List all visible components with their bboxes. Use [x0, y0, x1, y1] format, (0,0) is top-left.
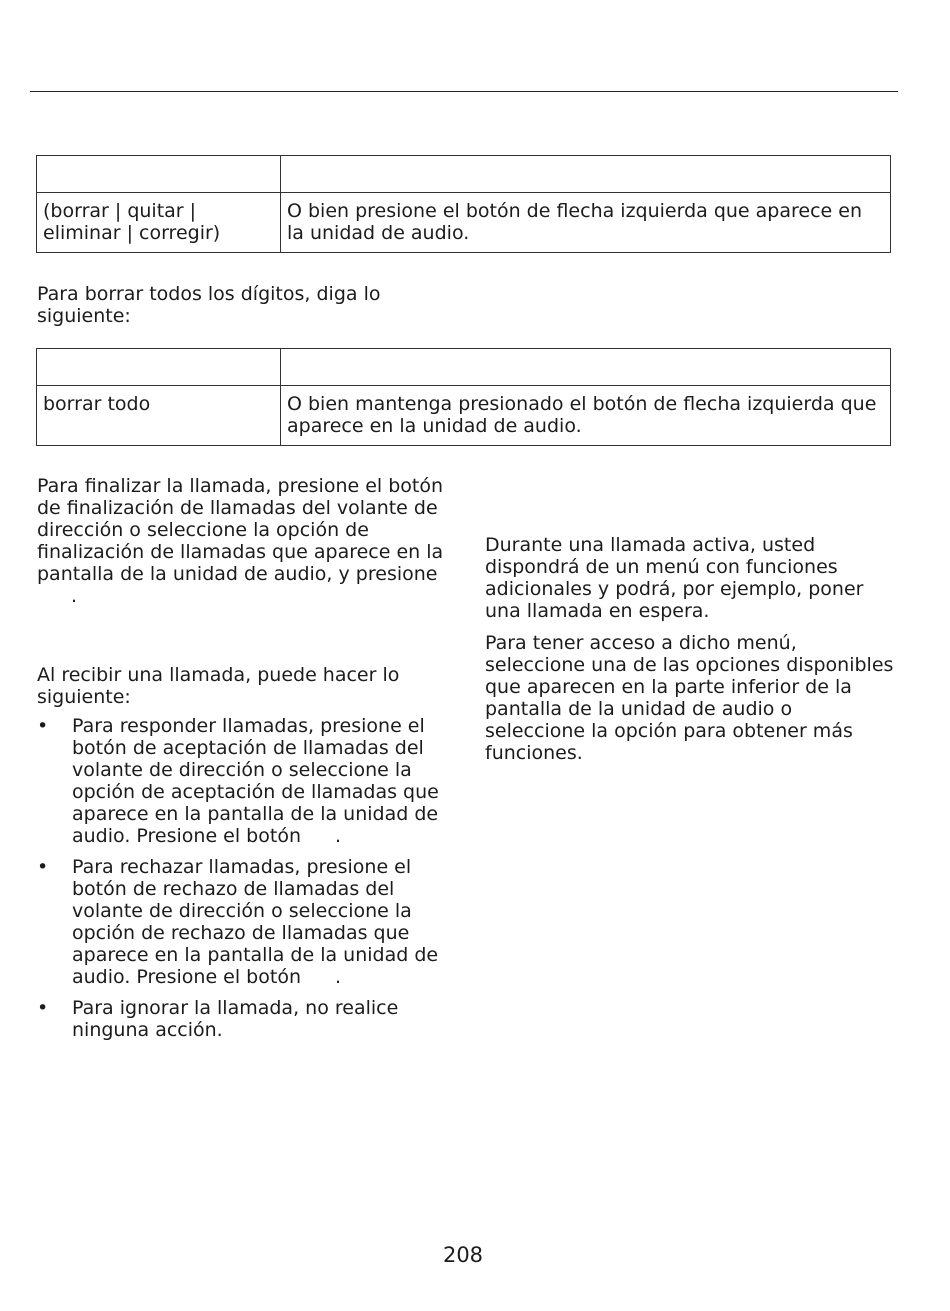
command-cell: borrar todo: [37, 386, 281, 446]
header-rule: [30, 91, 898, 92]
table-row: [37, 193, 891, 253]
table-header-cell: [37, 156, 281, 193]
period: .: [71, 585, 78, 607]
bullet-icon: •: [37, 856, 49, 878]
voice-command-table-delete: [36, 155, 891, 253]
list-item: [37, 715, 447, 847]
command-cell: (borrar | quitar | eliminar | corregir): [37, 193, 281, 253]
active-call-paragraph: Durante una llamada activa, usted dispondrá de un menú con funciones adicionales y podrá, por ejemplo, poner una llamada en espera.: [485, 534, 864, 622]
ignore-call-text: Para ignorar la llamada, no realice ninguna acción.: [72, 997, 399, 1041]
table-row: [37, 386, 891, 446]
answer-call-text: Para responder llamadas, presione el botón de aceptación de llamadas del volante de dirección o seleccione la opción de aceptación de llamadas que aparece en la pantalla de la unidad de audio. Presione el botón: [72, 715, 439, 847]
period: .: [334, 825, 342, 847]
voice-command-table-delete-all: [36, 348, 891, 446]
delete-all-paragraph: Para borrar todos los dígitos, diga lo siguiente:: [37, 283, 381, 327]
bullet-icon: •: [37, 715, 49, 737]
menu-access-paragraph: Para tener acceso a dicho menú, seleccione una de las opciones disponibles que aparecen en la parte inferior de la pantalla de la unidad de audio o seleccione la opción para obtener más funciones.: [485, 632, 894, 764]
table-header-cell: [281, 156, 891, 193]
description-cell: O bien mantenga presionado el botón de flecha izquierda que aparece en la unidad de audio.: [281, 386, 891, 446]
table-header-row: [37, 156, 891, 193]
bullet-icon: •: [37, 997, 49, 1019]
reject-call-text: Para rechazar llamadas, presione el botón de rechazo de llamadas del volante de dirección o seleccione la opción de rechazo de llamadas que aparece en la pantalla de la unidad de audio. Presione el botón: [72, 856, 439, 988]
end-call-paragraph: [37, 475, 447, 607]
receive-call-paragraph: Al recibir una llamada, puede hacer lo siguiente:: [37, 664, 400, 708]
table-header-cell: [37, 349, 281, 386]
incoming-call-options-list: [37, 715, 447, 1050]
page-number: 208: [442, 1243, 484, 1267]
end-call-text: Para finalizar la llamada, presione el botón de finalización de llamadas del volante de dirección o seleccione la opción de finalización de llamadas que aparece en la pantalla de la unidad de audio, y presione: [37, 475, 444, 585]
period: .: [334, 966, 342, 988]
list-item: [37, 856, 447, 988]
table-header-cell: [281, 349, 891, 386]
description-cell: O bien presione el botón de flecha izquierda que aparece en la unidad de audio.: [281, 193, 891, 253]
table-header-row: [37, 349, 891, 386]
list-item: [37, 997, 447, 1041]
